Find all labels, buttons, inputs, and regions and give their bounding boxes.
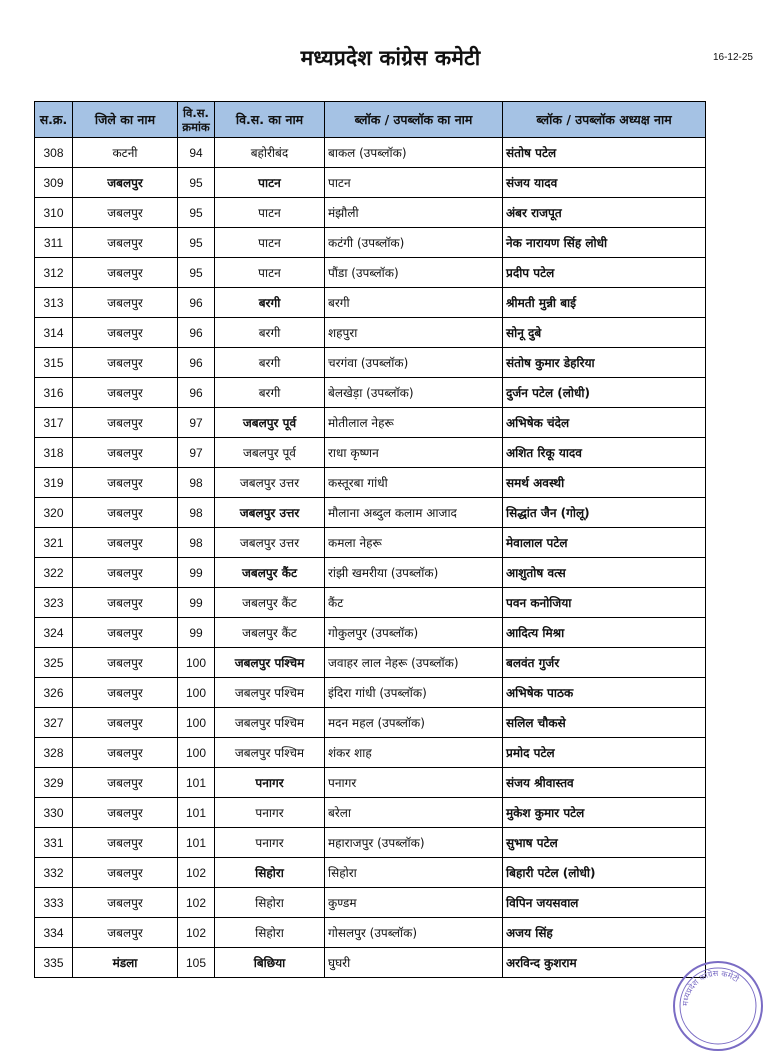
cell-ac-name: पाटन: [215, 258, 325, 288]
table-row: [35, 138, 706, 168]
seal-icon: [668, 956, 768, 1056]
table-body: [35, 138, 706, 978]
cell-serial-number: 330: [35, 798, 73, 828]
cell-block-president: बलवंत गुर्जर: [503, 648, 706, 678]
cell-ac-name: पनागर: [215, 828, 325, 858]
cell-serial-number: 312: [35, 258, 73, 288]
cell-serial-number: 316: [35, 378, 73, 408]
cell-serial-number: 321: [35, 528, 73, 558]
cell-ac-number: 99: [178, 558, 215, 588]
cell-ac-name: सिहोरा: [215, 888, 325, 918]
cell-serial-number: 329: [35, 768, 73, 798]
cell-block-name: घुघरी: [325, 948, 503, 978]
table-row: [35, 708, 706, 738]
cell-block-name: महाराजपुर (उपब्लॉक): [325, 828, 503, 858]
cell-ac-number: 102: [178, 888, 215, 918]
cell-ac-name: बिछिया: [215, 948, 325, 978]
cell-ac-number: 99: [178, 618, 215, 648]
cell-ac-name: पनागर: [215, 798, 325, 828]
cell-block-president: संजय श्रीवास्तव: [503, 768, 706, 798]
cell-serial-number: 311: [35, 228, 73, 258]
cell-block-name: कटंगी (उपब्लॉक): [325, 228, 503, 258]
cell-ac-name: पाटन: [215, 168, 325, 198]
column-header-serial: स.क्र.: [35, 102, 73, 138]
cell-ac-number: 101: [178, 768, 215, 798]
cell-block-name: कस्तूरबा गांधी: [325, 468, 503, 498]
cell-ac-number: 97: [178, 408, 215, 438]
cell-block-president: सलिल चौकसे: [503, 708, 706, 738]
table-row: [35, 438, 706, 468]
cell-district: जबलपुर: [73, 468, 178, 498]
table-row: [35, 228, 706, 258]
cell-district: जबलपुर: [73, 378, 178, 408]
cell-ac-number: 94: [178, 138, 215, 168]
cell-serial-number: 318: [35, 438, 73, 468]
cell-ac-name: जबलपुर कैंट: [215, 588, 325, 618]
cell-block-president: आशुतोष वत्स: [503, 558, 706, 588]
cell-serial-number: 320: [35, 498, 73, 528]
cell-block-name: सिहोरा: [325, 858, 503, 888]
cell-ac-number: 95: [178, 168, 215, 198]
table-row: [35, 678, 706, 708]
cell-ac-number: 98: [178, 468, 215, 498]
cell-block-president: संतोष पटेल: [503, 138, 706, 168]
cell-serial-number: 334: [35, 918, 73, 948]
cell-ac-number: 102: [178, 918, 215, 948]
cell-district: जबलपुर: [73, 678, 178, 708]
cell-ac-number: 96: [178, 348, 215, 378]
cell-block-name: पाटन: [325, 168, 503, 198]
cell-ac-number: 101: [178, 828, 215, 858]
cell-district: जबलपुर: [73, 528, 178, 558]
cell-serial-number: 309: [35, 168, 73, 198]
cell-block-name: शंकर शाह: [325, 738, 503, 768]
table-row: [35, 348, 706, 378]
cell-ac-name: जबलपुर पूर्व: [215, 438, 325, 468]
column-header-district: जिले का नाम: [73, 102, 178, 138]
cell-district: जबलपुर: [73, 888, 178, 918]
cell-block-president: सुभाष पटेल: [503, 828, 706, 858]
cell-serial-number: 313: [35, 288, 73, 318]
cell-district: जबलपुर: [73, 918, 178, 948]
cell-ac-number: 97: [178, 438, 215, 468]
table-row: [35, 588, 706, 618]
cell-ac-name: बरगी: [215, 288, 325, 318]
cell-block-name: इंदिरा गांधी (उपब्लॉक): [325, 678, 503, 708]
cell-serial-number: 323: [35, 588, 73, 618]
cell-block-president: अजय सिंह: [503, 918, 706, 948]
cell-block-president: अभिषेक चंदेल: [503, 408, 706, 438]
table-row: [35, 378, 706, 408]
cell-block-name: मंझौली: [325, 198, 503, 228]
page-title: मध्यप्रदेश कांग्रेस कमेटी: [300, 46, 481, 70]
cell-block-president: अशित रिकू यादव: [503, 438, 706, 468]
cell-block-president: अंबर राजपूत: [503, 198, 706, 228]
cell-ac-number: 100: [178, 678, 215, 708]
cell-block-president: बिहारी पटेल (लोधी): [503, 858, 706, 888]
cell-ac-name: बहोरीबंद: [215, 138, 325, 168]
cell-ac-number: 95: [178, 258, 215, 288]
cell-block-president: अभिषेक पाठक: [503, 678, 706, 708]
cell-district: जबलपुर: [73, 738, 178, 768]
column-header-block-name: ब्लॉक / उपब्लॉक का नाम: [325, 102, 503, 138]
cell-ac-name: सिहोरा: [215, 918, 325, 948]
cell-block-name: बेलखेड़ा (उपब्लॉक): [325, 378, 503, 408]
cell-ac-number: 98: [178, 498, 215, 528]
cell-block-name: गोसलपुर (उपब्लॉक): [325, 918, 503, 948]
cell-ac-number: 95: [178, 198, 215, 228]
table-row: [35, 948, 706, 978]
cell-district: जबलपुर: [73, 558, 178, 588]
cell-block-name: राधा कृष्णन: [325, 438, 503, 468]
table-row: [35, 768, 706, 798]
cell-district: जबलपुर: [73, 168, 178, 198]
cell-serial-number: 325: [35, 648, 73, 678]
cell-ac-name: जबलपुर कैंट: [215, 558, 325, 588]
table-row: [35, 798, 706, 828]
cell-block-president: प्रमोद पटेल: [503, 738, 706, 768]
cell-block-name: शहपुरा: [325, 318, 503, 348]
table-row: [35, 648, 706, 678]
cell-block-president: विपिन जयसवाल: [503, 888, 706, 918]
cell-district: जबलपुर: [73, 408, 178, 438]
column-header-ac-name: वि.स. का नाम: [215, 102, 325, 138]
cell-district: जबलपुर: [73, 498, 178, 528]
cell-ac-name: जबलपुर पूर्व: [215, 408, 325, 438]
cell-serial-number: 315: [35, 348, 73, 378]
cell-block-president: नेक नारायण सिंह लोधी: [503, 228, 706, 258]
cell-block-name: जवाहर लाल नेहरू (उपब्लॉक): [325, 648, 503, 678]
table-row: [35, 738, 706, 768]
table-row: [35, 558, 706, 588]
cell-serial-number: 310: [35, 198, 73, 228]
cell-block-name: मौलाना अब्दुल कलाम आजाद: [325, 498, 503, 528]
cell-district: जबलपुर: [73, 798, 178, 828]
cell-block-name: मोतीलाल नेहरू: [325, 408, 503, 438]
cell-district: जबलपुर: [73, 708, 178, 738]
cell-ac-name: पाटन: [215, 228, 325, 258]
cell-ac-number: 98: [178, 528, 215, 558]
cell-block-name: पनागर: [325, 768, 503, 798]
cell-serial-number: 328: [35, 738, 73, 768]
cell-district: जबलपुर: [73, 198, 178, 228]
cell-block-president: मुकेश कुमार पटेल: [503, 798, 706, 828]
cell-block-president: प्रदीप पटेल: [503, 258, 706, 288]
cell-block-name: रांझी खमरीया (उपब्लॉक): [325, 558, 503, 588]
table-row: [35, 288, 706, 318]
cell-ac-name: जबलपुर पश्चिम: [215, 708, 325, 738]
cell-ac-name: पनागर: [215, 768, 325, 798]
cell-serial-number: 324: [35, 618, 73, 648]
cell-ac-number: 96: [178, 288, 215, 318]
cell-serial-number: 322: [35, 558, 73, 588]
cell-ac-name: जबलपुर पश्चिम: [215, 678, 325, 708]
table-row: [35, 528, 706, 558]
table-row: [35, 828, 706, 858]
cell-block-name: मदन महल (उपब्लॉक): [325, 708, 503, 738]
cell-ac-number: 95: [178, 228, 215, 258]
cell-ac-number: 101: [178, 798, 215, 828]
block-presidents-table: [34, 101, 706, 978]
cell-block-name: बरगी: [325, 288, 503, 318]
cell-ac-name: जबलपुर उत्तर: [215, 468, 325, 498]
cell-serial-number: 335: [35, 948, 73, 978]
cell-block-name: कैंट: [325, 588, 503, 618]
cell-serial-number: 319: [35, 468, 73, 498]
svg-text:मध्यप्रदेश कांग्रेस कमेटी: [681, 968, 742, 1006]
cell-block-president: दुर्जन पटेल (लोधी): [503, 378, 706, 408]
cell-block-president: संजय यादव: [503, 168, 706, 198]
cell-block-name: गोकुलपुर (उपब्लॉक): [325, 618, 503, 648]
cell-district: जबलपुर: [73, 288, 178, 318]
column-header-ac-number: वि.स. क्रमांक: [178, 102, 215, 138]
cell-block-name: बाकल (उपब्लॉक): [325, 138, 503, 168]
cell-ac-number: 102: [178, 858, 215, 888]
cell-ac-name: जबलपुर उत्तर: [215, 528, 325, 558]
cell-ac-name: बरगी: [215, 318, 325, 348]
office-seal-stamp: [668, 956, 768, 1056]
cell-serial-number: 327: [35, 708, 73, 738]
cell-block-president: सिद्धांत जैन (गोलू): [503, 498, 706, 528]
seal-text: मध्यप्रदेश कांग्रेस कमेटी: [680, 968, 741, 1007]
cell-ac-number: 100: [178, 648, 215, 678]
cell-district: जबलपुर: [73, 768, 178, 798]
cell-ac-number: 96: [178, 318, 215, 348]
cell-district: जबलपुर: [73, 828, 178, 858]
table-row: [35, 168, 706, 198]
table-row: [35, 918, 706, 948]
table-row: [35, 498, 706, 528]
cell-district: कटनी: [73, 138, 178, 168]
cell-ac-number: 99: [178, 588, 215, 618]
cell-ac-name: सिहोरा: [215, 858, 325, 888]
cell-block-president: अरविन्द कुशराम: [503, 948, 706, 978]
cell-serial-number: 314: [35, 318, 73, 348]
cell-block-president: श्रीमती मुन्नी बाई: [503, 288, 706, 318]
cell-block-president: मेवालाल पटेल: [503, 528, 706, 558]
table-row: [35, 888, 706, 918]
table-header-row: [35, 102, 706, 138]
column-header-block-president: ब्लॉक / उपब्लॉक अध्यक्ष नाम: [503, 102, 706, 138]
cell-district: जबलपुर: [73, 588, 178, 618]
table-row: [35, 468, 706, 498]
table-row: [35, 618, 706, 648]
cell-ac-number: 96: [178, 378, 215, 408]
cell-district: जबलपुर: [73, 648, 178, 678]
cell-ac-name: बरगी: [215, 378, 325, 408]
cell-district: जबलपुर: [73, 258, 178, 288]
cell-ac-name: जबलपुर पश्चिम: [215, 738, 325, 768]
cell-district: जबलपुर: [73, 318, 178, 348]
cell-district: जबलपुर: [73, 228, 178, 258]
cell-ac-name: बरगी: [215, 348, 325, 378]
cell-block-name: बरेला: [325, 798, 503, 828]
cell-block-president: पवन कनोजिया: [503, 588, 706, 618]
table-row: [35, 258, 706, 288]
table-row: [35, 408, 706, 438]
cell-block-president: सोनू दुबे: [503, 318, 706, 348]
cell-district: जबलपुर: [73, 348, 178, 378]
table-row: [35, 858, 706, 888]
cell-ac-name: जबलपुर उत्तर: [215, 498, 325, 528]
cell-ac-number: 100: [178, 738, 215, 768]
cell-serial-number: 317: [35, 408, 73, 438]
table-row: [35, 318, 706, 348]
cell-block-name: पौंडा (उपब्लॉक): [325, 258, 503, 288]
cell-ac-number: 100: [178, 708, 215, 738]
document-date: 16-12-25: [712, 52, 753, 63]
table-row: [35, 198, 706, 228]
cell-serial-number: 332: [35, 858, 73, 888]
cell-district: जबलपुर: [73, 438, 178, 468]
cell-block-president: समर्थ अवस्थी: [503, 468, 706, 498]
cell-serial-number: 331: [35, 828, 73, 858]
cell-block-president: संतोष कुमार डेहरिया: [503, 348, 706, 378]
cell-ac-number: 105: [178, 948, 215, 978]
cell-ac-name: जबलपुर पश्चिम: [215, 648, 325, 678]
cell-district: जबलपुर: [73, 618, 178, 648]
cell-serial-number: 326: [35, 678, 73, 708]
cell-district: मंडला: [73, 948, 178, 978]
cell-block-name: कमला नेहरू: [325, 528, 503, 558]
cell-serial-number: 333: [35, 888, 73, 918]
cell-district: जबलपुर: [73, 858, 178, 888]
cell-block-president: आदित्य मिश्रा: [503, 618, 706, 648]
cell-block-name: चरगंवा (उपब्लॉक): [325, 348, 503, 378]
cell-serial-number: 308: [35, 138, 73, 168]
cell-block-name: कुण्डम: [325, 888, 503, 918]
cell-ac-name: पाटन: [215, 198, 325, 228]
cell-ac-name: जबलपुर कैंट: [215, 618, 325, 648]
